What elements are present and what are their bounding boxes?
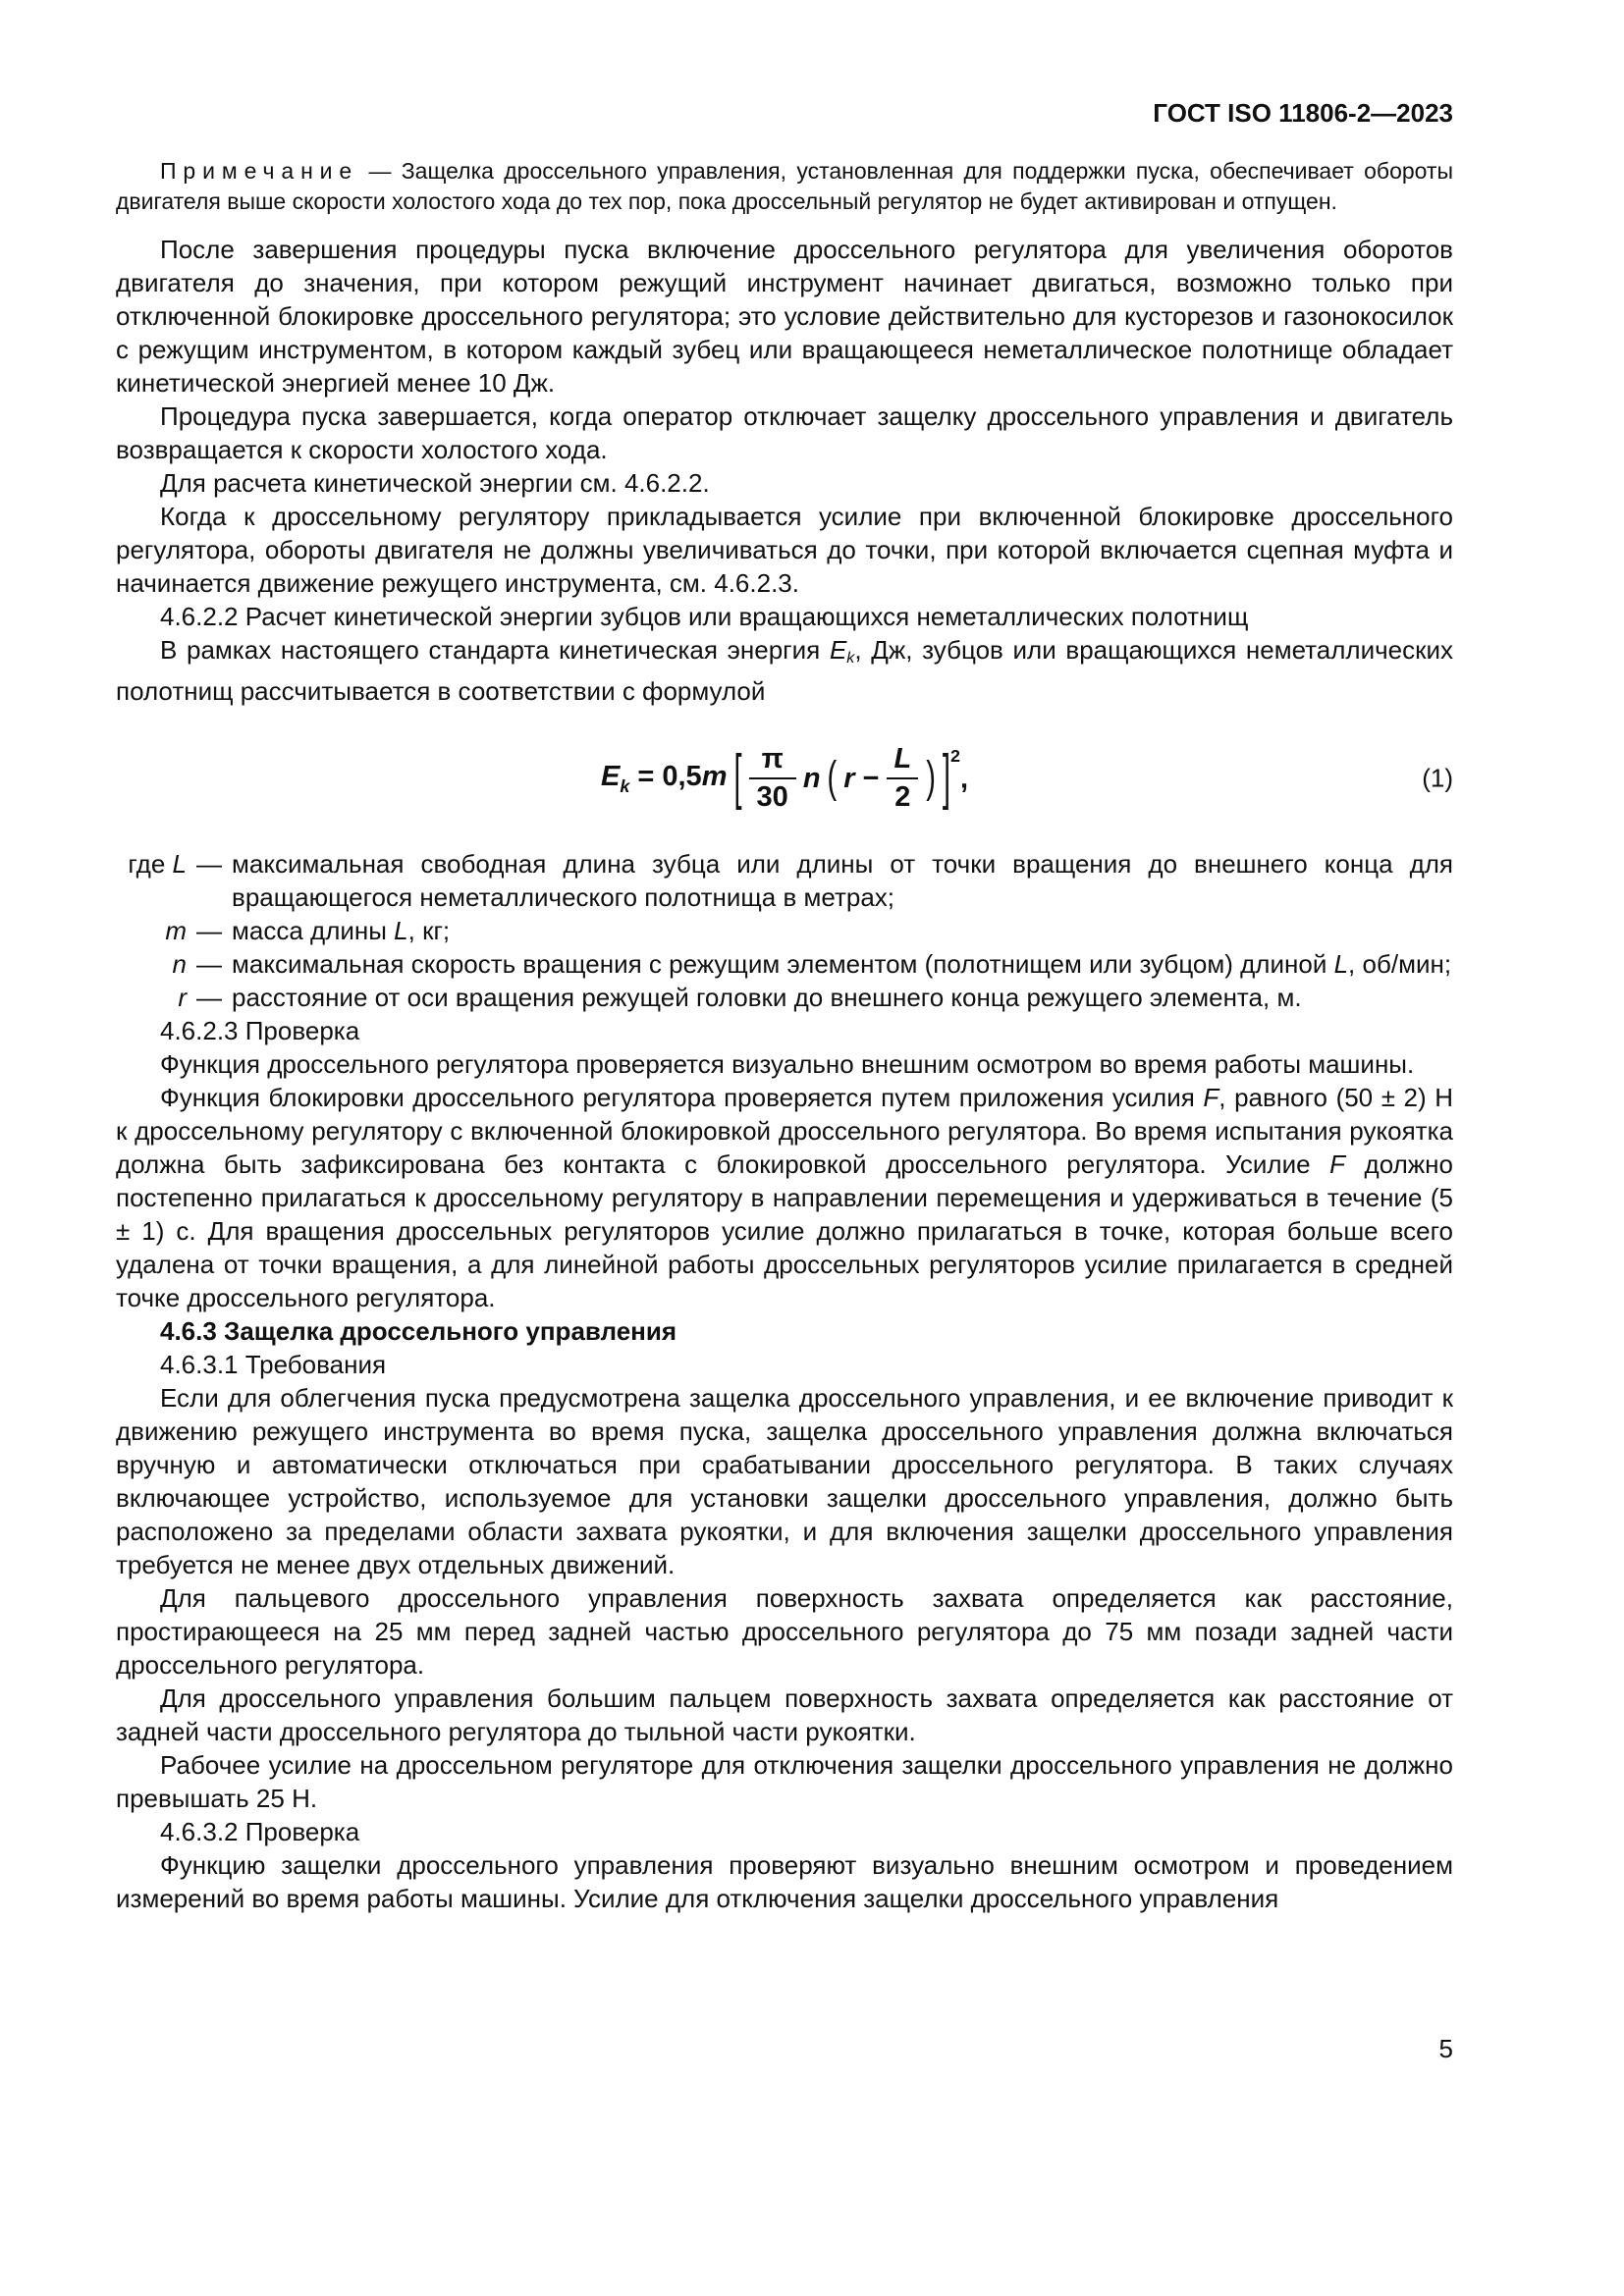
formula-E: E xyxy=(600,760,621,792)
paragraph-latch-check: Функцию защелки дроссельного управления проверяют визуально внешним осмотром и проведением измерений во время работы машины. Усилие для отключения защелки дроссельного управления xyxy=(116,1850,1453,1914)
paragraph-throttle-check: Функция дроссельного регулятора проверяется визуально внешним осмотром во время работы машины. xyxy=(160,1049,1415,1080)
paragraph-procedure-end: Процедура пуска завершается, когда оператор отключает защелку дроссельного управления и двигатель возвращается к скорости холостого хода. xyxy=(116,401,1453,464)
paragraph-working-force: Рабочее усилие на дроссельном регуляторе для отключения защелки дроссельного управления не должно превышать 25 Н. xyxy=(116,1750,1453,1814)
page-number: 5 xyxy=(1438,2034,1453,2063)
section-heading-4-6-3: 4.6.3 Защелка дроссельного управления xyxy=(160,1316,677,1347)
definition-dash: — xyxy=(196,983,222,1013)
right-paren: ) xyxy=(926,753,936,803)
definition-item-L xyxy=(116,847,1453,914)
formula-r-minus xyxy=(843,763,879,795)
formula-n: n xyxy=(802,762,821,794)
formula-k-subscript: k xyxy=(620,775,630,796)
paragraph-start-procedure: После завершения процедуры пуска включение дроссельного регулятора для увеличения оборотов двигателя до значения, при котором режущий инструмент начинает двигаться, возможно только при отключенной блокировке дроссельного регулятора; это условие действительно для кусторезов и газонокосилок с режущим инструментом, в котором каждый зубец или вращающееся неметаллическое полотнище обладает кинетической энергией менее 10 Дж. xyxy=(116,235,1453,398)
paragraph-thumb-throttle: Для дроссельного управления большим пальцем поверхность захвата определяется как расстояние от задней части дроссельного регулятора до тыльной части рукоятки. xyxy=(116,1683,1453,1747)
section-heading-4-6-3-2: 4.6.3.2 Проверка xyxy=(160,1817,360,1847)
section-heading-4-6-2-3: 4.6.2.3 Проверка xyxy=(160,1016,360,1046)
definition-dash: — xyxy=(196,916,222,946)
formula-close xyxy=(942,744,969,813)
formula-lhs xyxy=(601,761,728,797)
definition-text: максимальная скорость вращения с режущим элементом (полотнищем или зубцом) длиной L, об/мин; xyxy=(232,949,1452,980)
definition-text: расстояние от оси вращения режущей головки до внешнего конца режущего элемента, м. xyxy=(232,983,1302,1013)
left-bracket: [ xyxy=(733,743,742,812)
formula-minus: − xyxy=(862,762,880,794)
formula-r: r xyxy=(843,762,855,794)
page-header xyxy=(116,98,1453,129)
paragraph-formula-intro: В рамках настоящего стандарта кинетическая энергия Ek, Дж, зубцов или вращающихся неметаллических полотнищ рассчитывается в соответствии с формулой xyxy=(116,635,1454,707)
definition-dash: — xyxy=(196,949,222,980)
left-paren: ( xyxy=(827,753,838,803)
definition-text: масса длины L, кг; xyxy=(232,916,451,946)
paragraph-finger-throttle: Для пальцевого дроссельного управления поверхность захвата определяется как расстояние, простирающееся на 25 мм перед задней частью дроссельного регулятора до 75 мм позади задней части дроссельного регулятора. xyxy=(116,1583,1453,1681)
paragraph-lockout-check: Функция блокировки дроссельного регулятора проверяется путем приложения усилия F, равного (50 ± 2) Н к дроссельному регулятору с включенной блокировкой дроссельного регулятора. Во время испытания рукоятка должна быть зафиксирована без контакта с блокировкой дроссельного регулятора. Усилие F должно постепенно прилагаться к дроссельному регулятору в направлении перемещения и удерживаться в течение (5 ± 1) с. Для вращения дроссельных регуляторов усилие должно прилагаться в точке, которая больше всего удалена от точки вращения, а для линейной работы дроссельных регуляторов усилие прилагается в средней точке дроссельного регулятора. xyxy=(116,1083,1453,1313)
standard-designation: ГОСТ ISO 11806-2—2023 xyxy=(1153,98,1453,128)
note-paragraph: Примечание — Защелка дроссельного управления, установленная для поддержки пуска, обеспечивает обороты двигателя выше скорости холостого хода до тех пор, пока дроссельный регулятор не будет активирован и отпущен. xyxy=(116,158,1453,214)
fraction-denominator-30: 30 xyxy=(749,777,796,814)
fraction-L-2 xyxy=(887,743,920,815)
definition-dash: — xyxy=(196,849,222,880)
definition-term xyxy=(116,947,187,981)
definition-symbol: n xyxy=(172,949,187,980)
paragraph-latch-requirements: Если для облегчения пуска предусмотрена защелка дроссельного управления, и ее включение приводит к движению режущего инструмента во время пуска, защелка дроссельного управления должна включаться вручную и автоматически отключаться при срабатывании дроссельного регулятора. В таких случаях включающее устройство, используемое для установки защелки дроссельного управления, должно быть расположено за пределами области захвата рукоятки, и для включения защелки дроссельного управления требуется не менее двух отдельных движений. xyxy=(116,1383,1453,1580)
definition-term xyxy=(116,914,187,947)
formula-number: (1) xyxy=(1422,763,1453,793)
formula-m: m xyxy=(701,760,728,792)
definition-prefix: где xyxy=(128,849,173,880)
formula-comma: , xyxy=(959,763,969,795)
formula-block xyxy=(116,733,1453,824)
definition-symbol: m xyxy=(165,916,187,946)
definition-term xyxy=(116,981,187,1014)
fraction-numerator-pi: π xyxy=(761,742,784,774)
fraction-numerator-L: L xyxy=(893,742,912,774)
definition-item-m xyxy=(116,914,1453,947)
document-content xyxy=(116,98,1453,1915)
right-bracket: ] xyxy=(942,744,950,813)
section-heading-4-6-3-1: 4.6.3.1 Требования xyxy=(160,1350,387,1380)
paragraph-kinetic-ref: Для расчета кинетической энергии см. 4.6.2.2. xyxy=(160,468,710,498)
formula-equals: = 0,5 xyxy=(637,760,702,792)
fraction-pi-30 xyxy=(749,743,796,815)
definition-symbol: L xyxy=(172,849,187,880)
definition-item-n xyxy=(116,947,1453,981)
fraction-denominator-2: 2 xyxy=(887,777,918,814)
definition-text: максимальная свободная длина зубца или длины от точки вращения до внешнего конца для вращающегося неметаллического полотнища в метрах; xyxy=(232,849,1453,913)
definition-list xyxy=(116,847,1453,1014)
definition-term xyxy=(116,847,187,914)
definition-item-r xyxy=(116,981,1453,1014)
formula-kinetic-energy xyxy=(601,743,968,815)
section-heading-4-6-2-2: 4.6.2.2 Расчет кинетической энергии зубцов или вращающихся неметаллических полотнищ xyxy=(160,602,1249,631)
paragraph-lockout-force: Когда к дроссельному регулятору прикладывается усилие при включенной блокировке дроссельного регулятора, обороты двигателя не должны увеличиваться до точки, при которой включается сцепная муфта и начинается движение режущего инструмента, см. 4.6.2.3. xyxy=(116,502,1453,598)
formula-squared: 2 xyxy=(949,746,960,767)
definition-symbol: r xyxy=(178,983,187,1013)
